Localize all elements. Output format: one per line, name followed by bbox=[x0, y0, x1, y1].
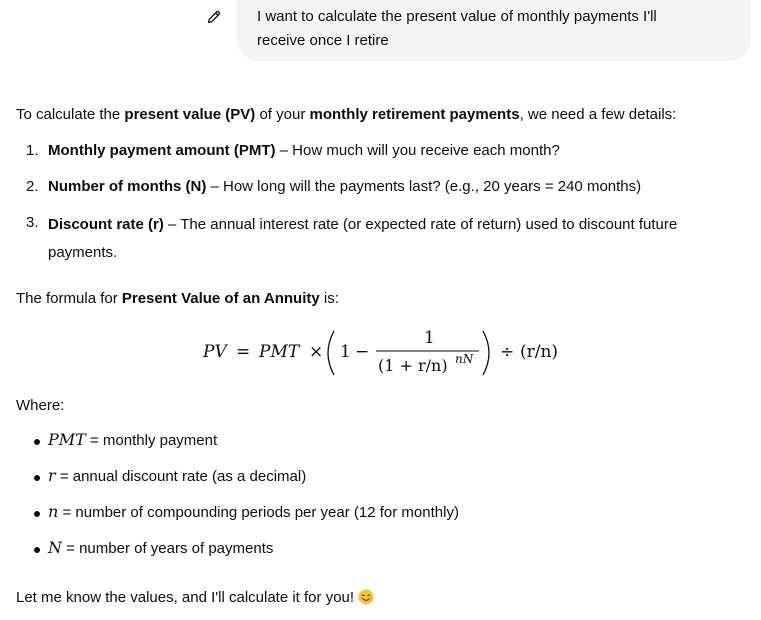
variable-desc: = number of compounding periods per year (12 for monthly) bbox=[58, 504, 459, 521]
formula-lhs: PV bbox=[203, 342, 227, 362]
formula-one: 1 bbox=[340, 342, 351, 362]
detail-text: – How long will the payments last? (e.g., 20 years = 240 months) bbox=[206, 178, 642, 195]
where-label: Where: bbox=[16, 397, 65, 414]
variable-item-N bbox=[26, 538, 726, 562]
list-number: 2. bbox=[26, 178, 39, 195]
variable-symbol: r bbox=[48, 466, 56, 485]
intro-text: To calculate the bbox=[16, 106, 125, 123]
fraction-numerator: 1 bbox=[424, 328, 435, 348]
bullet-dot bbox=[34, 475, 40, 481]
detail-bold-label: Number of months (N) bbox=[48, 178, 207, 195]
closing-text: Let me know the values, and I'll calculate it for you! bbox=[16, 589, 355, 606]
formula-graphic bbox=[0, 327, 761, 379]
detail-text: – The annual interest rate (or expected rate of return) used to discount future bbox=[163, 216, 678, 233]
fraction-denominator: (1 + r/n) bbox=[378, 356, 448, 375]
right-paren bbox=[483, 331, 489, 375]
formula-minus: − bbox=[355, 342, 370, 362]
formula-intro-post: is: bbox=[319, 290, 339, 307]
variable-symbol: N bbox=[48, 538, 62, 557]
formula-pmt: PMT bbox=[259, 342, 300, 362]
detail-item-rate bbox=[26, 211, 726, 267]
fraction-exponent: nN bbox=[455, 352, 474, 366]
bullet-dot bbox=[34, 511, 40, 517]
pv-formula bbox=[0, 327, 761, 379]
intro-text-post: , we need a few details: bbox=[519, 106, 677, 123]
user-message-line2: receive once I retire bbox=[257, 32, 389, 49]
variable-symbol: n bbox=[48, 502, 59, 521]
formula-intro bbox=[16, 287, 339, 311]
intro-paragraph bbox=[16, 103, 676, 127]
intro-bold-pv: present value (PV) bbox=[124, 106, 256, 123]
detail-text-cont: payments. bbox=[48, 244, 118, 261]
variable-desc: = annual discount rate (as a decimal) bbox=[55, 468, 307, 485]
variable-item-pmt bbox=[26, 430, 726, 454]
user-message-line1: I want to calculate the present value of monthly payments I'll bbox=[257, 8, 657, 25]
left-paren bbox=[328, 331, 334, 375]
bullet-dot bbox=[34, 547, 40, 553]
user-message-row bbox=[0, 0, 761, 64]
formula-equals: = bbox=[236, 342, 251, 362]
formula-intro-bold: Present Value of an Annuity bbox=[121, 290, 320, 307]
variable-symbol: PMT bbox=[48, 430, 86, 449]
closing-paragraph bbox=[16, 586, 374, 610]
formula-intro-text: The formula for bbox=[16, 290, 122, 307]
smiling-face-emoji-icon bbox=[358, 589, 374, 605]
variable-desc: = monthly payment bbox=[85, 432, 218, 449]
list-number: 3. bbox=[26, 214, 39, 231]
detail-bold-label: Discount rate (r) bbox=[48, 216, 164, 233]
formula-divide: ÷ bbox=[500, 342, 515, 362]
formula-tail: (r/n) bbox=[520, 342, 559, 362]
variable-desc: = number of years of payments bbox=[62, 540, 274, 557]
variable-item-r bbox=[26, 466, 726, 490]
pencil-icon bbox=[206, 9, 222, 25]
user-message-bubble bbox=[237, 0, 751, 61]
bullet-dot bbox=[34, 439, 40, 445]
detail-bold-label: Monthly payment amount (PMT) bbox=[48, 142, 276, 159]
list-number: 1. bbox=[26, 142, 39, 159]
detail-text: – How much will you receive each month? bbox=[275, 142, 560, 159]
intro-text-mid: of your bbox=[255, 106, 310, 123]
intro-bold-payments: monthly retirement payments bbox=[309, 106, 520, 123]
formula-times: × bbox=[309, 342, 324, 362]
edit-message-button[interactable] bbox=[203, 6, 225, 28]
variable-item-n bbox=[26, 502, 726, 526]
